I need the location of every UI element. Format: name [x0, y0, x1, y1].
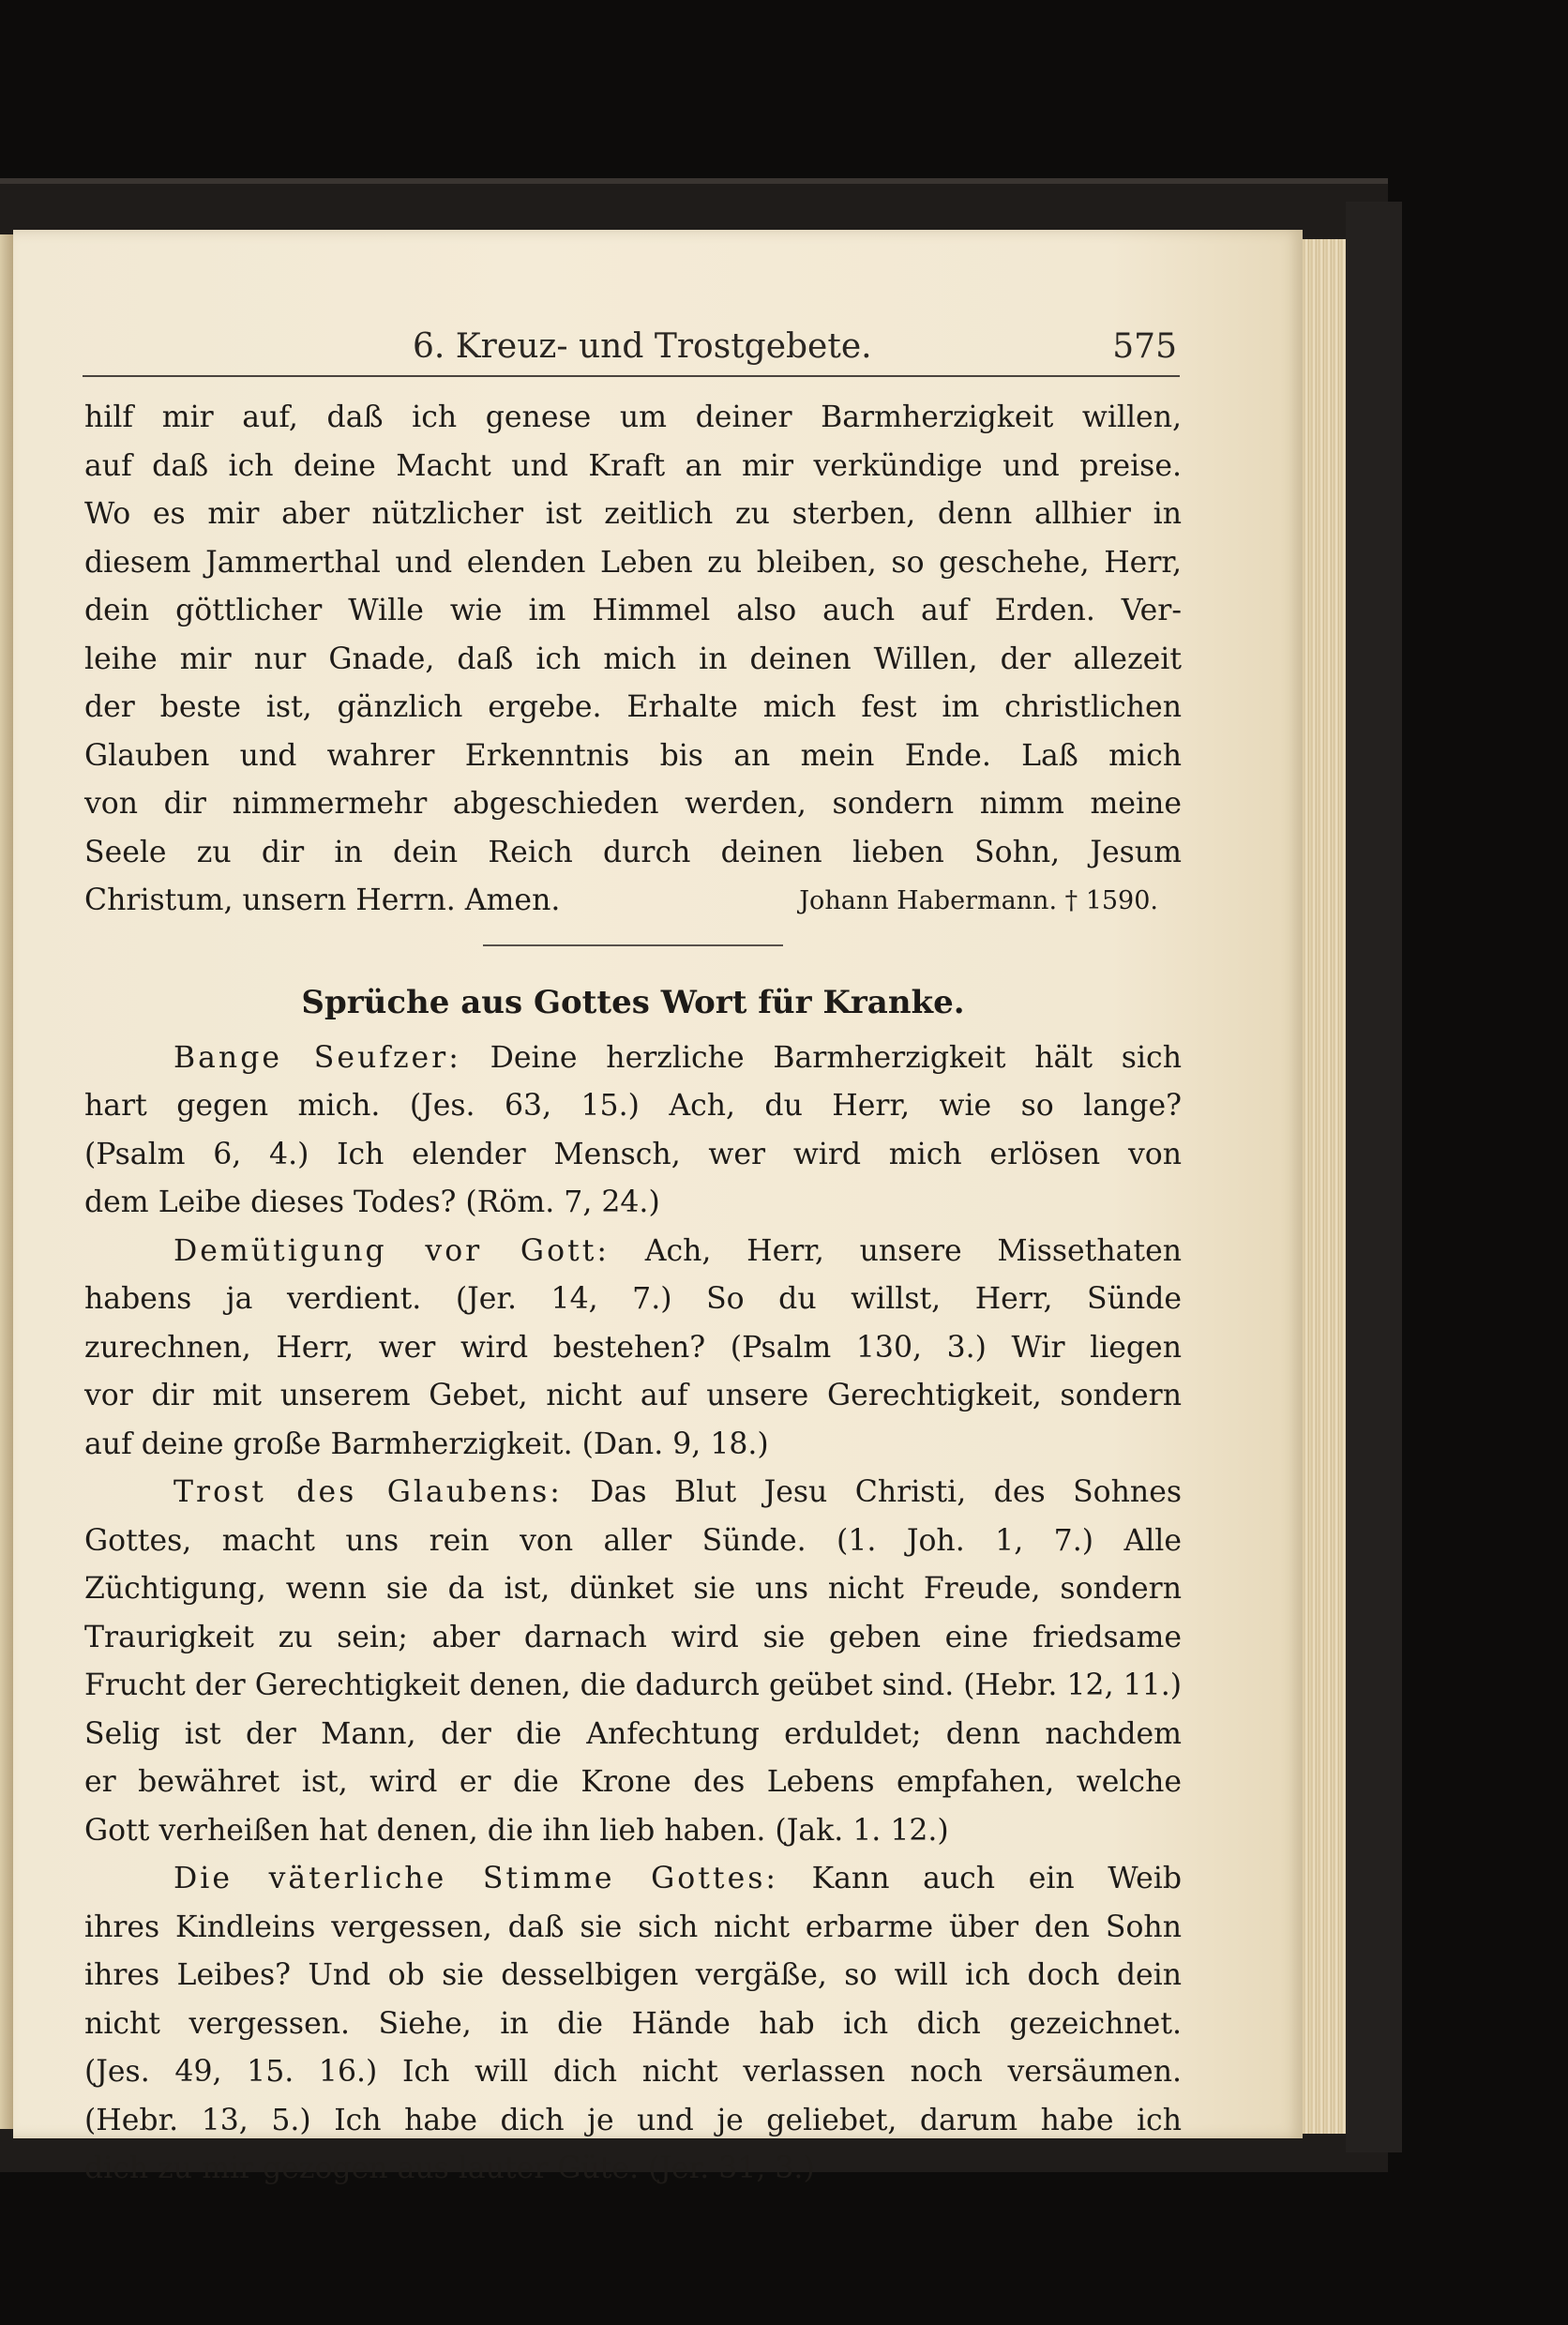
- text-line: auf deine große Barmherzigkeit. (Dan. 9, 18.): [84, 1427, 769, 1461]
- page-number: 575: [1112, 327, 1177, 366]
- prayer-closing-line: [84, 877, 1182, 926]
- text-line: (Psalm 6, 4.) Ich elender Mensch, wer wird mich erlösen von: [84, 1137, 1182, 1171]
- section-title: Sprüche aus Gottes Wort für Kranke.: [301, 983, 965, 1021]
- text-line: dem Leibe dieses Todes? (Röm. 7, 24.): [84, 1185, 660, 1219]
- text-line: leihe mir nur Gnade, daß ich mich in deinen Willen, der allezeit: [84, 642, 1182, 676]
- verse-paragraph-2: [84, 1228, 1182, 1470]
- text-line: dein göttlicher Wille wie im Himmel also auch auf Erden. Ver-: [84, 594, 1182, 627]
- text-line: hart gegen mich. (Jes. 63, 15.) Ach, du Herr, wie so lange?: [84, 1089, 1182, 1123]
- page-body: [84, 394, 1182, 2194]
- paragraph-first-line: [84, 1034, 1182, 1083]
- paragraph-first-text: Kann auch ein Weib: [811, 1862, 1182, 1895]
- prayer-text: [84, 394, 1182, 926]
- text-line: Gott verheißen hat denen, die ihn lieb haben. (Jak. 1. 12.): [84, 1813, 949, 1848]
- text-line: ihres Kindleins vergessen, daß sie sich nicht erbarme über den Sohn: [84, 1910, 1182, 1944]
- prayer-closing: Christum, unsern Herrn. Amen.: [84, 883, 561, 917]
- author-signature: Johann Habermann. † 1590.: [799, 886, 1158, 915]
- text-line: Selig ist der Mann, der die Anfechtung erduldet; denn nachdem: [84, 1716, 1182, 1751]
- text-line: Traurigkeit zu sein; aber darnach wird sie geben eine friedsame: [84, 1620, 1182, 1654]
- verse-paragraph-1: [84, 1034, 1182, 1228]
- verse-paragraph-3: [84, 1469, 1182, 1855]
- text-line: Frucht der Gerechtigkeit denen, die dadurch geübet sind. (Hebr. 12, 11.): [84, 1668, 1182, 1702]
- book-spine: [1346, 202, 1402, 2152]
- paragraph-heading: Trost des Glaubens:: [173, 1475, 563, 1509]
- text-line: der beste ist, gänzlich ergebe. Erhalte mich fest im christlichen: [84, 690, 1182, 724]
- paragraph-first-text: Ach, Herr, unsere Missethaten: [644, 1233, 1182, 1268]
- text-line: vor dir mit unserem Gebet, nicht auf unsere Gerechtigkeit, sondern: [84, 1379, 1182, 1412]
- text-line: dich zu mir gezogen aus lauter Güte. (Jer. 31, 3.): [84, 2151, 815, 2185]
- paragraph-first-line: [84, 1469, 1182, 1517]
- section-divider: [483, 944, 783, 946]
- paragraph-heading: Bange Seufzer:: [173, 1040, 461, 1075]
- paragraph-first-text: Deine herzliche Barmherzigkeit hält sich: [490, 1040, 1182, 1075]
- text-line: ihres Leibes? Und ob sie desselbigen vergäße, so will ich doch dein: [84, 1958, 1182, 1992]
- text-line: (Hebr. 13, 5.) Ich habe dich je und je geliebet, darum habe ich: [84, 2103, 1182, 2137]
- text-line: Seele zu dir in dein Reich durch deinen lieben Sohn, Jesum: [84, 835, 1182, 869]
- text-line: er bewähret ist, wird er die Krone des Lebens empfahen, welche: [84, 1765, 1182, 1799]
- header-rule: [83, 375, 1180, 377]
- text-line: Glauben und wahrer Erkenntnis bis an mein Ende. Laß mich: [84, 738, 1182, 773]
- text-line: habens ja verdient. (Jer. 14, 7.) So du willst, Herr, Sünde: [84, 1282, 1182, 1316]
- text-line: Gottes, macht uns rein von aller Sünde. (1. Joh. 1, 7.) Alle: [84, 1523, 1182, 1558]
- text-line: diesem Jammerthal und elenden Leben zu bleiben, so geschehe, Herr,: [84, 545, 1182, 580]
- text-line: (Jes. 49, 15. 16.) Ich will dich nicht verlassen noch versäumen.: [84, 2055, 1182, 2089]
- text-line: zurechnen, Herr, wer wird bestehen? (Psalm 130, 3.) Wir liegen: [84, 1330, 1182, 1365]
- verse-paragraph-4: [84, 1855, 1182, 2194]
- text-line: auf daß ich deine Macht und Kraft an mir verkündige und preise.: [84, 448, 1182, 483]
- text-line: nicht vergessen. Siehe, in die Hände hab ich dich gezeichnet.: [84, 2006, 1182, 2041]
- paragraph-heading: Die väterliche Stimme Gottes:: [173, 1862, 778, 1895]
- text-line: hilf mir auf, daß ich genese um deiner Barmherzigkeit willen,: [84, 400, 1182, 434]
- running-head: 6. Kreuz- und Trostgebete.: [413, 327, 872, 366]
- paragraph-first-text: Das Blut Jesu Christi, des Sohnes: [590, 1475, 1183, 1509]
- text-line: von dir nimmermehr abgeschieden werden, sondern nimm meine: [84, 787, 1182, 821]
- text-line: Wo es mir aber nützlicher ist zeitlich zu sterben, denn allhier in: [84, 497, 1182, 531]
- page-header: [89, 324, 1177, 370]
- text-line: Züchtigung, wenn sie da ist, dünket sie uns nicht Freude, sondern: [84, 1572, 1182, 1606]
- facing-page-edge: [0, 234, 13, 2129]
- paragraph-first-line: [84, 1228, 1182, 1276]
- paragraph-heading: Demütigung vor Gott:: [173, 1233, 610, 1268]
- paragraph-first-line: [84, 1855, 1182, 1904]
